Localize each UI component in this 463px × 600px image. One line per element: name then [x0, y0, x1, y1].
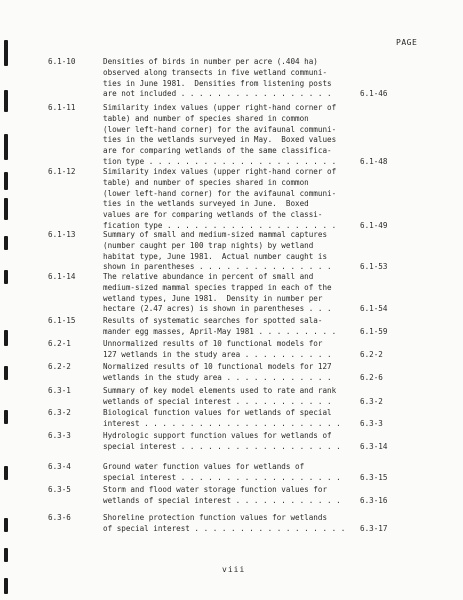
- caption-line: fication type . . . . . . . . . . . . . . . . . . .: [103, 220, 337, 230]
- page-reference: 6.1-49: [360, 221, 388, 230]
- caption-line: observed along transects in five wetland communi-: [103, 67, 328, 77]
- binder-mark: [4, 236, 8, 250]
- caption-line: special interest . . . . . . . . . . . . . . . . . .: [103, 472, 341, 482]
- binder-mark: [4, 330, 8, 346]
- caption-line: Similarity index values (upper right-hand corner of: [103, 103, 337, 112]
- caption-line: wetland types, June 1981. Density in number per: [103, 293, 323, 303]
- caption-line: hectare (2.47 acres) is shown in parentheses . . .: [103, 304, 332, 314]
- table-caption: [103, 272, 348, 315]
- caption-line: interest . . . . . . . . . . . . . . . . . . . . . .: [103, 418, 341, 428]
- table-number: 6.1-11: [48, 103, 76, 112]
- binder-mark: [4, 548, 8, 562]
- table-caption: [103, 408, 348, 430]
- caption-line: (number caught per 100 trap nights) by wetland: [103, 240, 314, 250]
- caption-line: medium-sized mammal species trapped in each of the: [103, 282, 332, 292]
- table-number: 6.3-3: [48, 431, 71, 440]
- caption-line: Storm and flood water storage function values for: [103, 485, 328, 494]
- binder-mark: [4, 90, 8, 112]
- caption-line: (lower left-hand corner) for the avifaunal communi-: [103, 188, 337, 198]
- caption-line: Similarity index values (upper right-hand corner of: [103, 167, 337, 176]
- table-number: 6.1-12: [48, 167, 76, 176]
- table-caption: [103, 462, 348, 484]
- binder-mark: [4, 40, 8, 66]
- caption-line: Shoreline protection function values for wetlands: [103, 513, 328, 522]
- caption-line: (lower left-hand corner) for the avifaunal communi-: [103, 124, 337, 134]
- binder-mark: [4, 466, 8, 480]
- binder-mark: [4, 270, 8, 284]
- caption-line: mander egg masses, April-May 1981 . . . . . . . . .: [103, 326, 337, 336]
- caption-line: Biological function values for wetlands of special: [103, 408, 332, 417]
- binder-mark: [4, 410, 8, 424]
- table-caption: [103, 513, 348, 535]
- page-reference: 6.3-14: [360, 441, 388, 451]
- caption-line: Normalized results of 10 functional models for 127: [103, 362, 332, 371]
- caption-line: ties in the wetlands surveyed in May. Boxed values: [103, 135, 337, 145]
- binder-mark: [4, 578, 8, 594]
- caption-line: Ground water function values for wetlands of: [103, 462, 305, 471]
- table-caption: [103, 316, 348, 338]
- table-number: 6.1-13: [48, 230, 76, 239]
- caption-line: Unnormalized results of 10 functional models for: [103, 339, 323, 348]
- page-reference: 6.3-3: [360, 418, 383, 428]
- page-folio: viii: [222, 565, 246, 574]
- binder-mark: [4, 134, 8, 160]
- page-reference: 6.1-54: [360, 304, 388, 314]
- caption-line: wetlands in the study area . . . . . . . . . . . .: [103, 372, 332, 382]
- table-caption: [103, 386, 348, 408]
- table-number: 6.3-5: [48, 485, 71, 494]
- caption-line: Results of systematic searches for spotted sala-: [103, 316, 323, 325]
- table-caption: [103, 167, 348, 232]
- page-reference: 6.1-53: [360, 262, 388, 272]
- table-caption: [103, 362, 348, 384]
- table-number: 6.3-2: [48, 408, 71, 417]
- table-caption: [103, 485, 348, 507]
- page-reference: 6.2-2: [360, 349, 383, 359]
- caption-line: wetlands of special interest . . . . . . . . . . .: [103, 396, 332, 406]
- caption-line: tion type . . . . . . . . . . . . . . . . . . . . .: [103, 156, 337, 166]
- caption-line: special interest . . . . . . . . . . . . . . . . . .: [103, 441, 341, 451]
- table-number: 6.1-14: [48, 272, 76, 281]
- caption-line: Hydrologic support function values for wetlands of: [103, 431, 332, 440]
- caption-line: values are for comparing wetlands of the classi-: [103, 210, 323, 220]
- caption-line: 127 wetlands in the study area . . . . . . . . . .: [103, 349, 332, 359]
- table-number: 6.3-1: [48, 386, 71, 395]
- page-reference: 6.3-2: [360, 396, 383, 406]
- table-number: 6.2-1: [48, 339, 71, 348]
- caption-line: The relative abundance in percent of small and: [103, 272, 314, 281]
- caption-line: ties in June 1981. Densities from listening posts: [103, 78, 332, 88]
- table-caption: [103, 431, 348, 453]
- table-caption: [103, 339, 348, 361]
- table-number: 6.2-2: [48, 362, 71, 371]
- page-column-header: PAGE: [396, 38, 418, 47]
- table-caption: [103, 103, 348, 168]
- caption-line: wetlands of special interest . . . . . . . . . . . .: [103, 495, 341, 505]
- table-number: 6.3-6: [48, 513, 71, 522]
- table-caption: [103, 230, 348, 273]
- binder-mark: [4, 198, 8, 220]
- page-reference: 6.1-48: [360, 157, 388, 166]
- caption-line: are not included . . . . . . . . . . . . . . . . .: [103, 89, 332, 99]
- page-reference: 6.3-15: [360, 472, 388, 482]
- caption-line: Summary of small and medium-sized mammal captures: [103, 230, 328, 239]
- caption-line: habitat type, June 1981. Actual number caught is: [103, 251, 328, 261]
- caption-line: table) and number of species shared in common: [103, 113, 309, 123]
- table-number: 6.1-10: [48, 57, 76, 66]
- caption-line: ties in the wetlands surveyed in June. Boxed: [103, 199, 309, 209]
- page-reference: 6.2-6: [360, 372, 383, 382]
- page-reference: 6.3-16: [360, 495, 388, 505]
- caption-line: of special interest . . . . . . . . . . . . . . . . .: [103, 523, 346, 533]
- table-caption: [103, 57, 348, 100]
- caption-line: Summary of key model elements used to rate and rank: [103, 386, 337, 395]
- caption-line: table) and number of species shared in common: [103, 177, 309, 187]
- table-number: 6.1-15: [48, 316, 76, 325]
- page-reference: 6.1-59: [360, 326, 388, 336]
- page-reference: 6.3-17: [360, 523, 388, 533]
- page-reference: 6.1-46: [360, 89, 388, 99]
- binder-mark: [4, 518, 8, 532]
- binder-mark: [4, 172, 8, 190]
- caption-line: Densities of birds in number per acre (.404 ha): [103, 57, 318, 66]
- binder-mark: [4, 366, 8, 380]
- table-number: 6.3-4: [48, 462, 71, 471]
- caption-line: shown in parentheses . . . . . . . . . . . . . . .: [103, 262, 332, 272]
- caption-line: are for comparing wetlands of the same classifica-: [103, 146, 332, 156]
